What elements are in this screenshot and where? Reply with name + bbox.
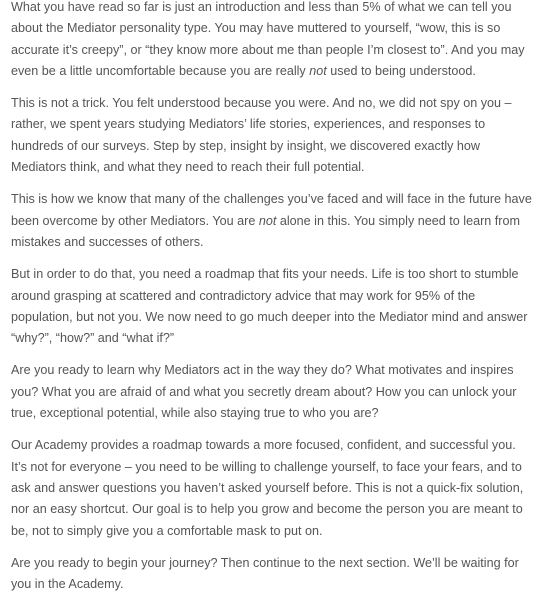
paragraph-roadmap [11,264,534,349]
paragraph-academy [11,435,534,541]
paragraph-journey [11,553,534,596]
text-span: used to being understood. [326,63,476,78]
text-span: alone in this. You simply need to learn from mistakes and successes of others. [11,213,520,249]
text-span: Are you ready to begin your journey? Then continue to the next section. We’ll be waiting for you in the Academy. [11,555,519,592]
text-span: What you have read so far is just an introduction and less than 5% of what we can tell you about the Mediator personality type. You may have muttered to yourself, “wow, this is so accurate it’s creepy”, or “they know more about me than people I’m closest to”. And you may even be a little uncomfortable because you are really [11,0,525,78]
paragraph-not-a-trick [11,93,534,178]
paragraph-not-alone [11,189,534,253]
text-span: This is how we know that many of the challenges you’ve faced and will face in the future have been overcome by other Mediators. You are [11,192,532,228]
text-span: But in order to do that, you need a roadmap that fits your needs. Life is too short to stumble around grasping at scattered and contradictory advice that may work for 95% of the population, but not you. We now need to go much deeper into the Mediator mind and answer “why?”, “how?” and “what if?” [11,267,528,346]
emphasis-text: not [309,63,327,78]
paragraph-questions [11,360,534,424]
text-span: Are you ready to learn why Mediators act in the way they do? What motivates and inspires you? What you are afraid of and what you secretly dream about? How you can unlock your true, exceptional potential, while also staying true to who you are? [11,363,517,421]
paragraph-intro [11,0,534,82]
text-span: Our Academy provides a roadmap towards a more focused, confident, and successful you. It’s not for everyone – you need to be willing to challenge yourself, to face your fears, and to ask and answer questions you haven’t asked yourself before. This is not a quick-fix solution, nor an easy shortcut. Our goal is to help you grow and become the person you are meant to be, not to simply give you a comfortable mask to put on. [11,438,524,538]
text-span: This is not a trick. You felt understood because you were. And no, we did not spy on you – rather, we spent years studying Mediators’ life stories, experiences, and responses to hundreds of our surveys. Step by step, insight by insight, we discovered exactly how Mediators think, and what they need to reach their full potential. [11,96,512,175]
emphasis-text: not [258,213,277,228]
